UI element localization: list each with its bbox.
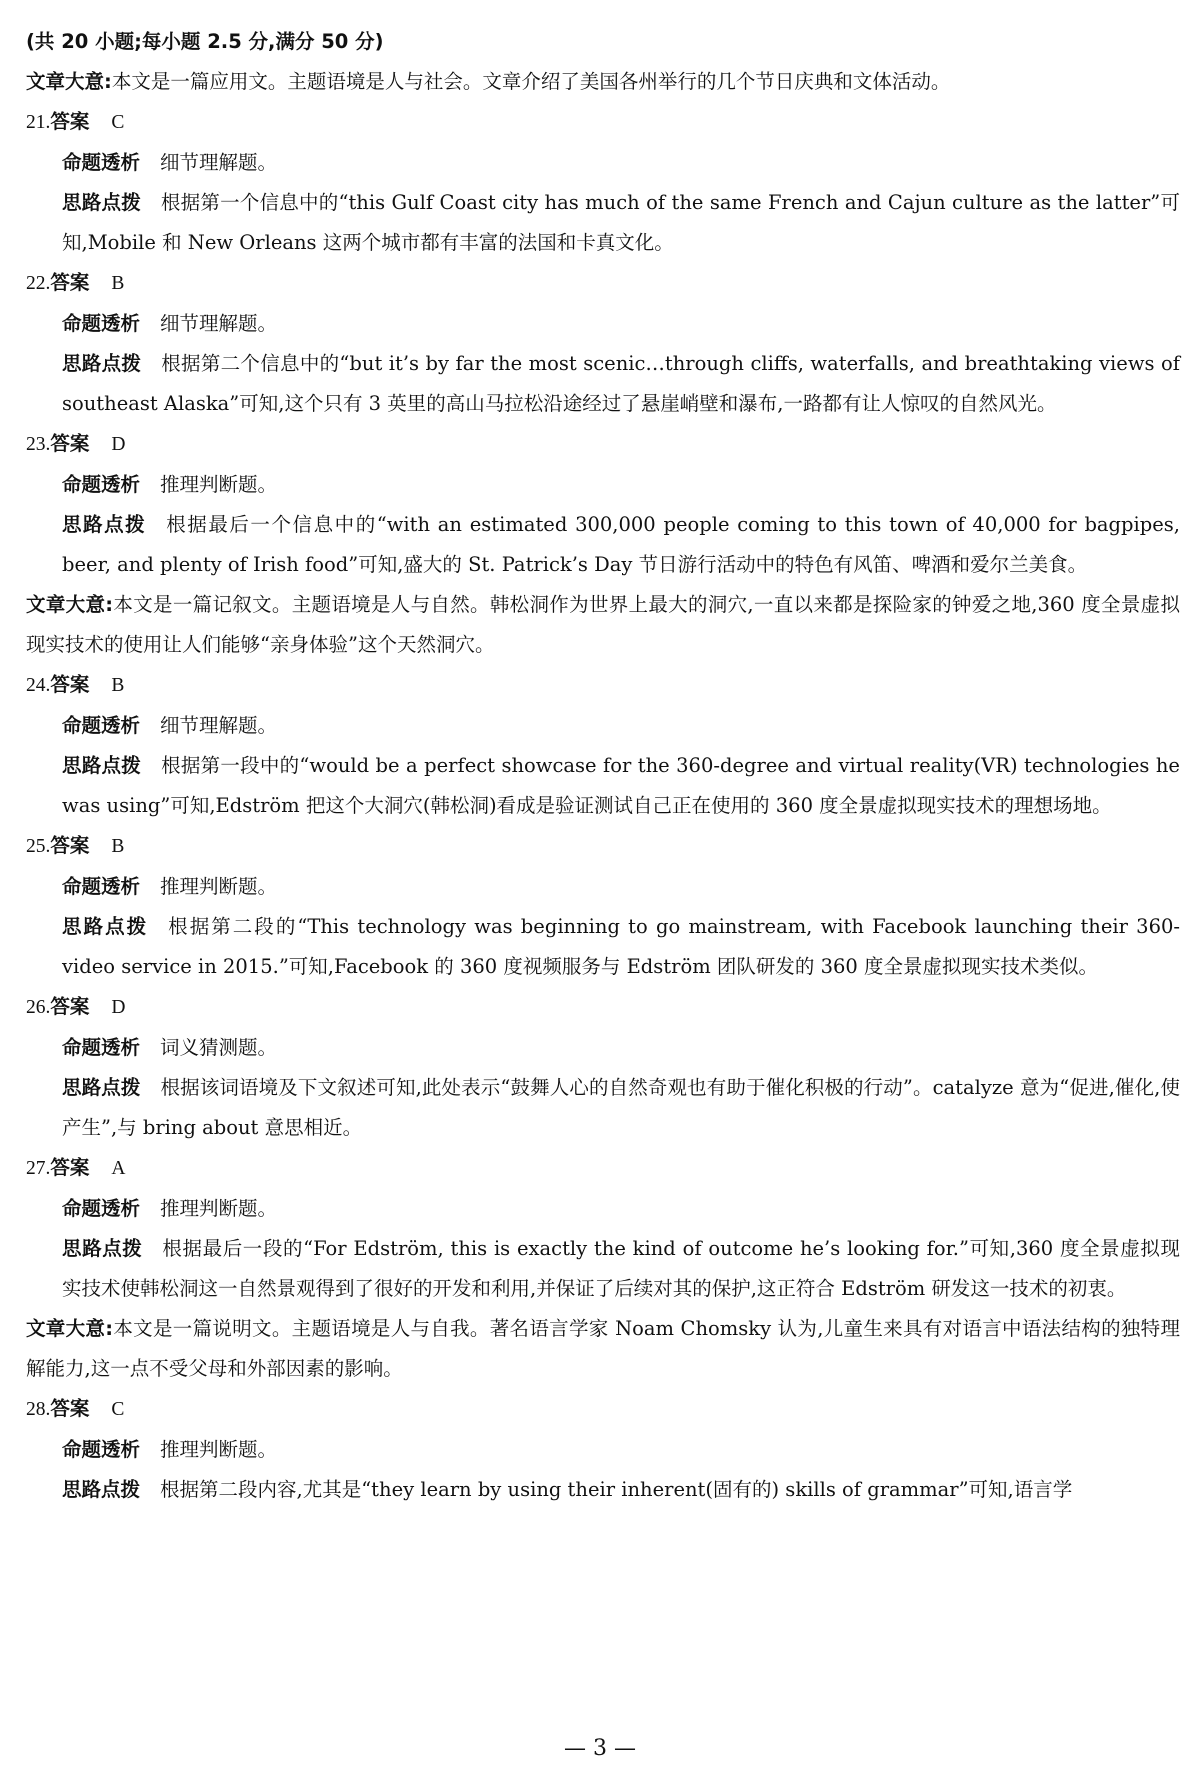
- answer-line: [26, 424, 1180, 465]
- type-label: 命题透析: [62, 1036, 141, 1059]
- answer-value: B: [111, 273, 125, 294]
- type-label: 命题透析: [62, 312, 141, 335]
- type-text: 细节理解题。: [160, 151, 278, 174]
- answer-value: C: [111, 112, 125, 133]
- type-label: 命题透析: [62, 151, 141, 174]
- hint-text: 根据第一个信息中的“this Gulf Coast city has much of the same French and Cajun culture as the latter”可知,Mobile 和 New Orleans 这两个城市都有丰富的法国和卡真文化。: [62, 191, 1180, 254]
- type-label: 命题透析: [62, 875, 141, 898]
- hint-text: 根据该词语境及下文叙述可知,此处表示“鼓舞人心的自然奇观也有助于催化积极的行动”。catalyze 意为“促进,催化,使产生”,与 bring about 意思相近。: [62, 1076, 1180, 1139]
- summary-text: 本文是一篇记叙文。主题语境是人与自然。韩松洞作为世界上最大的洞穴,一直以来都是探险家的钟爱之地,360 度全景虚拟现实技术的使用让人们能够“亲身体验”这个天然洞穴。: [26, 593, 1180, 656]
- question-number: 26.: [26, 997, 51, 1018]
- type-line: [26, 304, 1180, 344]
- question-number: 25.: [26, 836, 51, 857]
- article-summary: [26, 62, 1180, 102]
- hint-paragraph: [26, 1229, 1180, 1309]
- type-line: [26, 1430, 1180, 1470]
- hint-text: 根据第二个信息中的“but it’s by far the most scenic…through cliffs, waterfalls, and breathtaking views of southeast Alaska”可知,这个只有 3 英里的高山马拉松沿途经过了悬崖峭壁和瀑布,一路都有让人惊叹的自然风光。: [62, 352, 1180, 415]
- answer-label: 答案: [50, 110, 90, 133]
- type-line: [26, 143, 1180, 183]
- hint-paragraph: [26, 183, 1180, 263]
- hint-paragraph: [26, 907, 1180, 987]
- type-label: 命题透析: [62, 473, 141, 496]
- section-header: (共 20 小题;每小题 2.5 分,满分 50 分): [26, 30, 384, 53]
- answer-label: 答案: [50, 1156, 90, 1179]
- hint-paragraph: [26, 505, 1180, 585]
- answer-content: [26, 22, 1180, 1510]
- answer-value: D: [111, 434, 126, 455]
- type-line: [26, 1028, 1180, 1068]
- answer-label: 答案: [50, 995, 90, 1018]
- type-line: [26, 706, 1180, 746]
- hint-label: 思路点拨: [62, 1076, 141, 1099]
- page-number: — 3 —: [564, 1736, 636, 1761]
- summary-label: 文章大意:: [26, 593, 114, 616]
- hint-text: 根据第一段中的“would be a perfect showcase for the 360-degree and virtual reality(VR) technologies he was using”可知,Edström 把这个大洞穴(韩松洞)看成是验证测试自己正在使用的 360 度全景虚拟现实技术的理想场地。: [62, 754, 1180, 817]
- answer-label: 答案: [50, 673, 90, 696]
- answer-line: [26, 987, 1180, 1028]
- answer-label: 答案: [50, 271, 90, 294]
- hint-label: 思路点拨: [62, 915, 149, 938]
- question-number: 23.: [26, 434, 51, 455]
- answer-value: A: [111, 1158, 126, 1179]
- hint-paragraph: [26, 1470, 1180, 1510]
- hint-label: 思路点拨: [62, 754, 142, 777]
- answer-line: [26, 102, 1180, 143]
- question-number: 27.: [26, 1158, 51, 1179]
- article-summary: [26, 1309, 1180, 1389]
- type-line: [26, 465, 1180, 505]
- answer-line: [26, 665, 1180, 706]
- answer-value: B: [111, 675, 125, 696]
- type-line: [26, 867, 1180, 907]
- hint-paragraph: [26, 746, 1180, 826]
- type-line: [26, 1189, 1180, 1229]
- type-text: 推理判断题。: [160, 1438, 278, 1461]
- answer-value: B: [111, 836, 125, 857]
- type-label: 命题透析: [62, 714, 141, 737]
- question-number: 22.: [26, 273, 51, 294]
- hint-label: 思路点拨: [62, 352, 142, 375]
- answer-value: C: [111, 1399, 125, 1420]
- summary-text: 本文是一篇应用文。主题语境是人与社会。文章介绍了美国各州举行的几个节日庆典和文体活动。: [111, 70, 951, 93]
- type-text: 推理判断题。: [160, 1197, 278, 1220]
- hint-label: 思路点拨: [62, 513, 147, 536]
- article-summary: [26, 585, 1180, 665]
- hint-label: 思路点拨: [62, 1237, 143, 1260]
- summary-label: 文章大意:: [26, 1317, 114, 1340]
- hint-text: 根据最后一个信息中的“with an estimated 300,000 people coming to this town of 40,000 for bagpipes, beer, and plenty of Irish food”可知,盛大的 St. Patrick’s Day 节日游行活动中的特色有风笛、啤酒和爱尔兰美食。: [62, 513, 1180, 576]
- type-text: 推理判断题。: [160, 875, 278, 898]
- summary-text: 本文是一篇说明文。主题语境是人与自我。著名语言学家 Noam Chomsky 认为,儿童生来具有对语言中语法结构的独特理解能力,这一点不受父母和外部因素的影响。: [26, 1317, 1180, 1380]
- answer-line: [26, 1148, 1180, 1189]
- hint-label: 思路点拨: [62, 1478, 141, 1501]
- question-number: 21.: [26, 112, 51, 133]
- hint-text: 根据最后一段的“For Edström, this is exactly the kind of outcome he’s looking for.”可知,360 度全景虚拟现实技术使韩松洞这一自然景观得到了很好的开发和利用,并保证了后续对其的保护,这正符合 Edström 研发这一技术的初衷。: [62, 1237, 1180, 1300]
- hint-label: 思路点拨: [62, 191, 141, 214]
- type-text: 细节理解题。: [160, 714, 278, 737]
- hint-paragraph: [26, 1068, 1180, 1148]
- answer-line: [26, 826, 1180, 867]
- answer-line: [26, 1389, 1180, 1430]
- hint-text: 根据第二段的“This technology was beginning to go mainstream, with Facebook launching their 360-video service in 2015.”可知,Facebook 的 360 度视频服务与 Edström 团队研发的 360 度全景虚拟现实技术类似。: [62, 915, 1180, 978]
- type-text: 细节理解题。: [160, 312, 278, 335]
- question-number: 24.: [26, 675, 51, 696]
- answer-value: D: [111, 997, 126, 1018]
- question-number: 28.: [26, 1399, 51, 1420]
- type-label: 命题透析: [62, 1438, 141, 1461]
- answer-label: 答案: [50, 432, 90, 455]
- hint-paragraph: [26, 344, 1180, 424]
- answer-label: 答案: [50, 1397, 90, 1420]
- summary-label: 文章大意:: [26, 70, 112, 93]
- answer-label: 答案: [50, 834, 90, 857]
- type-text: 词义猜测题。: [160, 1036, 278, 1059]
- type-label: 命题透析: [62, 1197, 141, 1220]
- answer-line: [26, 263, 1180, 304]
- type-text: 推理判断题。: [160, 473, 278, 496]
- hint-text: 根据第二段内容,尤其是“they learn by using their inherent(固有的) skills of grammar”可知,语言学: [160, 1478, 1073, 1501]
